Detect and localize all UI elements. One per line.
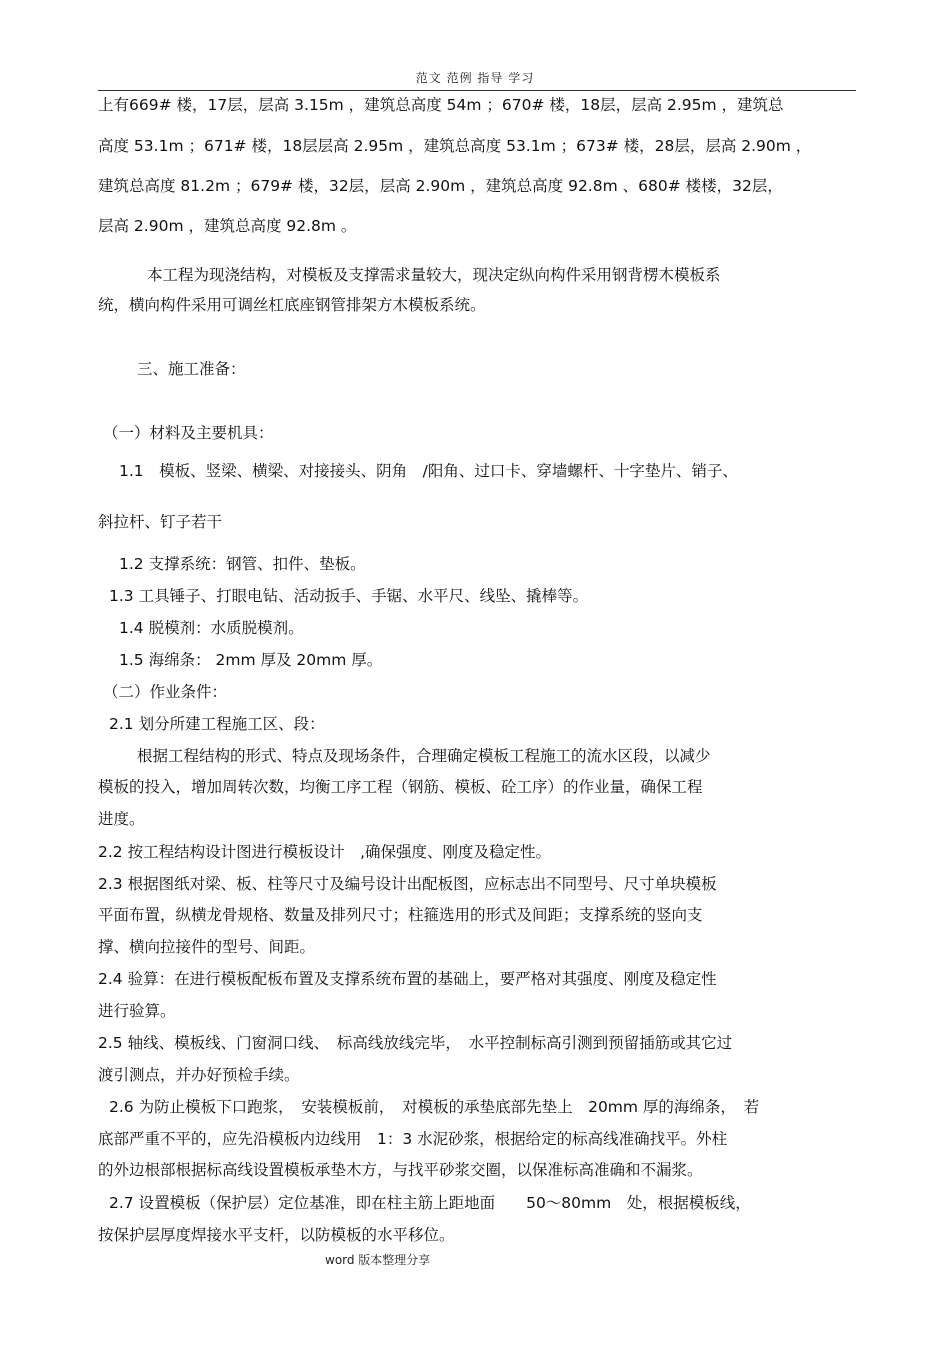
text-line: 统，横向构件采用可调丝杠底座钢管排架方木模板系统。	[98, 296, 486, 314]
header-rule	[98, 90, 856, 91]
text-line: 2.5 轴线、模板线、门窗洞口线、 标高线放线完毕， 水平控制标高引测到预留插筋或其它过	[98, 1034, 733, 1052]
text-line: 2.7 设置模板（保护层）定位基准，即在柱主筋上距地面 50～80mm 处，根据模板线，	[109, 1194, 751, 1212]
text-line: 高度 53.1m ；671# 楼，18层层高 2.95m ，建筑总高度 53.1m ；673# 楼，28层，层高 2.90m ，	[98, 137, 812, 155]
text-line: 本工程为现浇结构，对模板及支撑需求量较大，现决定纵向构件采用钢背楞木模板系	[147, 266, 721, 284]
text-line: 1.5 海绵条： 2mm 厚及 20mm 厚。	[119, 651, 383, 669]
text-line: 底部严重不平的，应先沿模板内边线用 1：3 水泥砂浆，根据给定的标高线准确找平。外柱	[98, 1130, 728, 1148]
text-line: 1.2 支撑系统：钢管、扣件、垫板。	[119, 555, 366, 573]
text-line: 撑、横向拉接件的型号、间距。	[98, 938, 316, 956]
text-line: 2.1 划分所建工程施工区、段：	[109, 715, 325, 733]
text-line: 2.3 根据图纸对梁、板、柱等尺寸及编号设计出配板图，应标志出不同型号、尺寸单块模板	[98, 875, 717, 893]
text-line: 进度。	[98, 810, 145, 828]
text-line: 渡引测点，并办好预检手续。	[98, 1066, 300, 1084]
page-footer: word 版本整理分享	[325, 1253, 431, 1267]
text-line: 1.3 工具锤子、打眼电钻、活动扳手、手锯、水平尺、线坠、撬棒等。	[109, 587, 589, 605]
text-line: 进行验算。	[98, 1002, 176, 1020]
text-line: 2.4 验算：在进行模板配板布置及支撑系统布置的基础上，要严格对其强度、刚度及稳定性	[98, 970, 717, 988]
text-line: 上有669# 楼，17层，层高 3.15m ，建筑总高度 54m ；670# 楼，18层，层高 2.95m ，建筑总	[98, 96, 784, 114]
text-line: 斜拉杆、钉子若干	[98, 513, 223, 531]
text-line: 建筑总高度 81.2m ；679# 楼，32层，层高 2.90m ，建筑总高度 92.8m 、680# 楼楼，32层，	[98, 177, 783, 195]
text-line: 1.4 脱模剂：水质脱模剂。	[119, 619, 304, 637]
text-line: 按保护层厚度焊接水平支杆，以防模板的水平移位。	[98, 1226, 455, 1244]
subsection-heading: （二）作业条件：	[103, 683, 228, 701]
text-line: 的外边根部根据标高线设置模板承垫木方，与找平砂浆交圈，以保准标高准确和不漏浆。	[98, 1161, 703, 1179]
section-heading: 三、施工准备：	[137, 360, 246, 378]
text-line: 根据工程结构的形式、特点及现场条件，合理确定模板工程施工的流水区段，以减少	[137, 747, 711, 765]
page-header: 范文 范例 指导 学习	[415, 71, 535, 85]
text-line: 层高 2.90m ，建筑总高度 92.8m 。	[98, 217, 357, 235]
text-line: 2.6 为防止模板下口跑浆， 安装模板前， 对模板的承垫底部先垫上 20mm 厚的海绵条， 若	[109, 1098, 760, 1116]
text-line: 1.1 模板、竖梁、横梁、对接接头、阴角 /阳角、过口卡、穿墙螺杆、十字垫片、销子、	[119, 462, 738, 480]
text-line: 模板的投入，增加周转次数，均衡工序工程（钢筋、模板、砼工序）的作业量，确保工程	[98, 778, 703, 796]
subsection-heading: （一）材料及主要机具：	[103, 424, 274, 442]
text-line: 平面布置，纵横龙骨规格、数量及排列尺寸；柱箍选用的形式及间距；支撑系统的竖向支	[98, 906, 703, 924]
text-line: 2.2 按工程结构设计图进行模板设计 ,确保强度、刚度及稳定性。	[98, 843, 552, 861]
